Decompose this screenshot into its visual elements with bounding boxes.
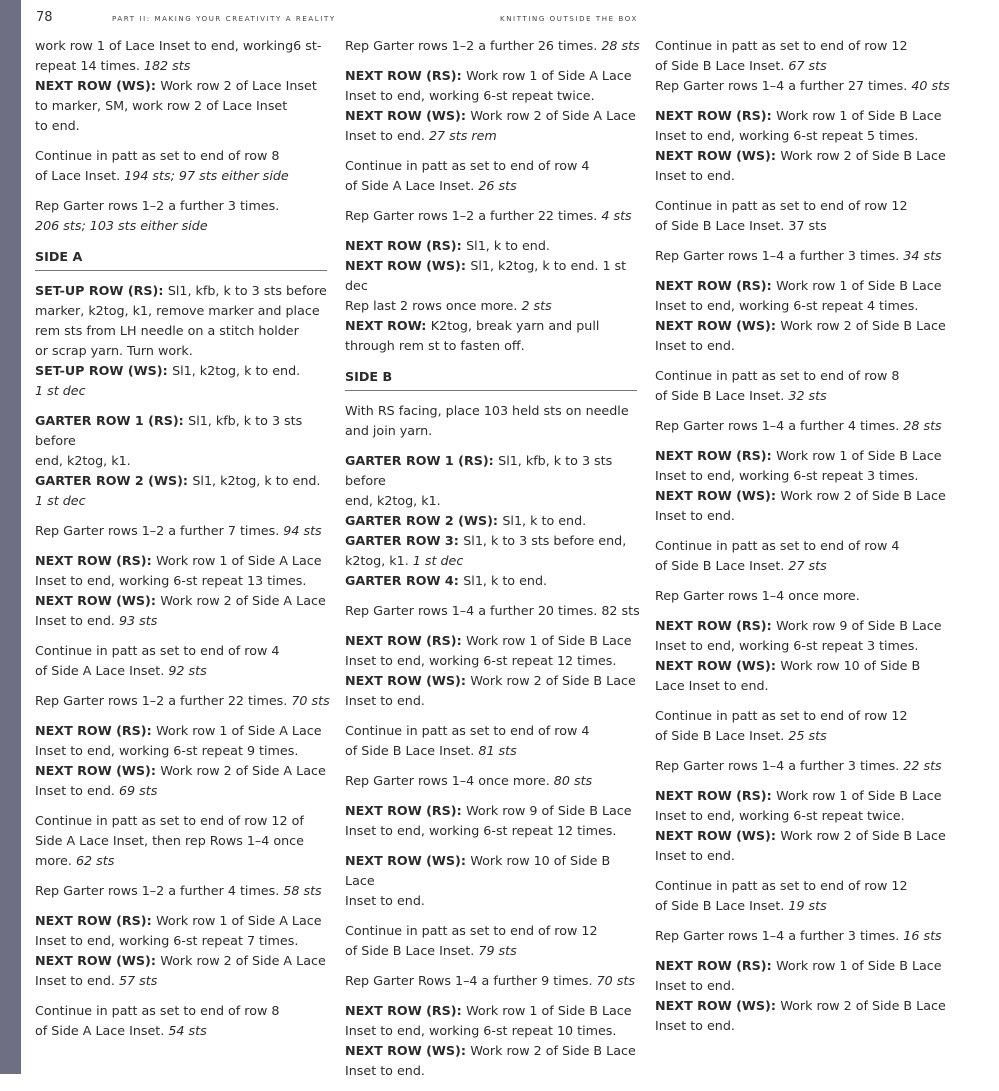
stitch-count: 26 sts	[478, 178, 517, 193]
instruction-text: Continue in patt as set to end of row 4	[345, 158, 590, 173]
instruction-text: work row 1 of Lace Inset to end, working	[35, 38, 294, 53]
stitch-count: 80 sts	[553, 773, 593, 788]
instruction-text: Work row 2 of Side B Lace	[780, 828, 946, 843]
instruction-text: Inset to end, working 6-st repeat 7 times.	[35, 933, 299, 948]
instruction-text: Continue in patt as set to end of row 12	[655, 38, 908, 53]
row-label: GARTER ROW 2 (WS):	[35, 473, 193, 488]
instruction-text: Inset to end.	[35, 783, 119, 798]
instruction-text: Rep Garter rows 1–2 a further 4 times.	[35, 883, 284, 898]
row-label: NEXT ROW (RS):	[345, 633, 467, 648]
row-label: NEXT ROW (RS):	[35, 913, 157, 928]
instruction-text: Inset to end.	[345, 1063, 425, 1078]
instruction-text: of Side A Lace Inset.	[35, 1023, 169, 1038]
row-label: NEXT ROW (WS):	[655, 318, 781, 333]
instruction-text: Work row 2 of Side B Lace	[470, 673, 636, 688]
instruction-text: rem sts from LH needle on a stitch holder	[35, 323, 299, 338]
instruction-text: Lace Inset to end.	[655, 678, 769, 693]
instruction-text: Rep Garter rows 1–4 a further 3 times.	[655, 928, 904, 943]
instruction-text: Work row 1 of Side B Lace	[776, 278, 942, 293]
instruction-paragraph	[345, 156, 641, 196]
row-label: NEXT ROW (RS):	[655, 278, 777, 293]
instruction-text: Continue in patt as set to end of row 8	[655, 368, 900, 383]
instruction-text: of Side A Lace Inset.	[345, 178, 479, 193]
instruction-text: Rep Garter rows 1–4 a further 20 times. 82 sts	[345, 603, 640, 618]
row-label: NEXT ROW (RS):	[345, 68, 467, 83]
row-label: NEXT ROW (WS):	[345, 853, 471, 868]
stitch-count: 1 st dec	[35, 493, 86, 508]
instruction-text: Work row 2 of Side B Lace	[780, 148, 946, 163]
instruction-text: of Side B Lace Inset. 37 sts	[655, 218, 827, 233]
instruction-paragraph	[345, 66, 641, 146]
instruction-paragraph	[655, 366, 951, 406]
stitch-count: 32 sts	[788, 388, 827, 403]
instruction-paragraph	[655, 416, 951, 436]
row-label: NEXT ROW (RS):	[655, 958, 777, 973]
instruction-paragraph	[655, 446, 951, 526]
instruction-text: 6 st-repeat 14 times.	[35, 38, 322, 73]
row-label: NEXT ROW (RS):	[35, 553, 157, 568]
row-label: GARTER ROW 4:	[345, 573, 464, 588]
row-label: NEXT ROW (WS):	[655, 658, 781, 673]
instruction-text: of Side A Lace Inset.	[35, 663, 169, 678]
instruction-text: Work row 9 of Side B Lace	[466, 803, 632, 818]
instruction-text: Inset to end, working 6-st repeat 9 times.	[35, 743, 299, 758]
instruction-text: Rep Garter rows 1–2 a further 22 times.	[35, 693, 292, 708]
instruction-text: of Side B Lace Inset.	[655, 388, 789, 403]
instruction-text: Work row 1 of Side A Lace	[466, 68, 632, 83]
row-label: GARTER ROW 1 (RS):	[345, 453, 499, 468]
instruction-text: Work row 10 of Side B Lace	[345, 853, 611, 888]
instruction-paragraph	[345, 206, 641, 226]
instruction-paragraph	[655, 756, 951, 776]
instruction-text: Rep Garter rows 1–4 a further 4 times.	[655, 418, 904, 433]
row-label: NEXT ROW (RS):	[655, 788, 777, 803]
instruction-paragraph	[35, 146, 331, 186]
instruction-paragraph	[655, 786, 951, 866]
column-3	[655, 36, 951, 1046]
instruction-paragraph	[345, 236, 641, 356]
row-label: SET-UP ROW (WS):	[35, 363, 173, 378]
instruction-text: of Lace Inset.	[35, 168, 125, 183]
instruction-paragraph	[345, 921, 641, 961]
stitch-count: 67 sts	[788, 58, 827, 73]
instruction-paragraph	[345, 1001, 641, 1081]
instruction-paragraph	[655, 876, 951, 916]
instruction-paragraph	[35, 911, 331, 991]
instruction-paragraph	[35, 521, 331, 541]
instruction-text: more.	[35, 853, 76, 868]
section-heading: SIDE B	[345, 366, 637, 391]
instruction-text: Inset to end.	[345, 893, 425, 908]
instruction-text: Inset to end, working 6-st repeat twice.	[655, 808, 905, 823]
stitch-count: 182 sts	[143, 58, 191, 73]
page-spine-bar	[0, 0, 21, 1074]
instruction-text: Inset to end.	[345, 128, 429, 143]
stitch-count: 62 sts	[75, 853, 115, 868]
instruction-paragraph	[655, 956, 951, 1036]
instruction-paragraph	[345, 36, 641, 56]
instruction-text: k2tog, k1.	[345, 553, 413, 568]
stitch-count: 40 sts	[911, 78, 950, 93]
instruction-text: Inset to end.	[655, 1018, 735, 1033]
instruction-text: Work row 1 of Side A Lace	[156, 913, 322, 928]
instruction-text: end, k2tog, k1.	[345, 493, 441, 508]
instruction-text: Inset to end, working 6-st repeat 12 times.	[345, 823, 617, 838]
instruction-paragraph	[35, 1001, 331, 1041]
instruction-paragraph	[345, 451, 641, 591]
stitch-count: 79 sts	[478, 943, 517, 958]
instruction-text: Work row 2 of Side A Lace	[160, 593, 326, 608]
row-label: NEXT ROW (RS):	[35, 723, 157, 738]
instruction-paragraph	[345, 771, 641, 791]
stitch-count: 28 sts	[601, 38, 640, 53]
instruction-text: of Side B Lace Inset.	[655, 558, 789, 573]
instruction-text: and join yarn.	[345, 423, 433, 438]
instruction-text: Sl1, k to end.	[502, 513, 587, 528]
instruction-paragraph	[655, 616, 951, 696]
instruction-text: Inset to end.	[655, 338, 735, 353]
instruction-text: Inset to end, working 6-st repeat 3 times.	[655, 638, 919, 653]
instruction-text: Sl1, k to 3 sts before end,	[463, 533, 627, 548]
instruction-text: end, k2tog, k1.	[35, 453, 131, 468]
row-label: NEXT ROW (WS):	[655, 488, 781, 503]
row-label: NEXT ROW (RS):	[345, 238, 467, 253]
instruction-text: of Side B Lace Inset.	[345, 943, 479, 958]
stitch-count: 94 sts	[283, 523, 322, 538]
page-number: 78	[36, 10, 53, 25]
instruction-text: Continue in patt as set to end of row 12	[655, 708, 908, 723]
instruction-paragraph	[345, 401, 641, 441]
stitch-count: 16 sts	[903, 928, 942, 943]
instruction-paragraph	[35, 811, 331, 871]
row-label: NEXT ROW (WS):	[655, 998, 781, 1013]
row-label: NEXT ROW (WS):	[35, 763, 161, 778]
instruction-text: of Side B Lace Inset.	[655, 728, 789, 743]
instruction-text: Work row 1 of Side B Lace	[466, 1003, 632, 1018]
stitch-count: 194 sts; 97 sts either side	[124, 168, 289, 183]
stitch-count: 58 sts	[283, 883, 322, 898]
instruction-text: Continue in patt as set to end of row 12 of	[35, 813, 304, 828]
instruction-text: of Side B Lace Inset.	[655, 58, 789, 73]
instruction-paragraph	[345, 601, 641, 621]
instruction-text: Work row 2 of Side A Lace	[160, 763, 326, 778]
instruction-paragraph	[345, 971, 641, 991]
stitch-count: 1 st dec	[412, 553, 464, 568]
stitch-count: 25 sts	[788, 728, 827, 743]
stitch-count: 34 sts	[903, 248, 942, 263]
stitch-count: 81 sts	[478, 743, 517, 758]
row-label: GARTER ROW 1 (RS):	[35, 413, 189, 428]
row-label: NEXT ROW (RS):	[345, 1003, 467, 1018]
row-label: GARTER ROW 3:	[345, 533, 464, 548]
stitch-count: 93 sts	[118, 613, 158, 628]
instruction-text: to marker, SM, work row 2 of Lace Inset	[35, 98, 288, 113]
instruction-text: Work row 2 of Lace Inset	[160, 78, 317, 93]
instruction-paragraph	[655, 246, 951, 266]
stitch-count: 54 sts	[168, 1023, 207, 1038]
instruction-text: With RS facing, place 103 held sts on needle	[345, 403, 629, 418]
row-label: NEXT ROW (WS):	[345, 1043, 471, 1058]
chapter-title: KNITTING OUTSIDE THE BOX	[500, 15, 638, 23]
instruction-text: Work row 1 of Side B Lace	[776, 788, 942, 803]
instruction-text: Sl1, k2tog, k to end.	[192, 473, 321, 488]
instruction-text: Inset to end.	[655, 508, 735, 523]
instruction-text: Work row 2 of Side B Lace	[780, 318, 946, 333]
instruction-paragraph	[35, 721, 331, 801]
instruction-paragraph	[35, 281, 331, 401]
page-header	[36, 10, 986, 26]
instruction-paragraph	[655, 196, 951, 236]
row-label: NEXT ROW:	[345, 318, 431, 333]
instruction-text: Rep Garter rows 1–2 a further 7 times.	[35, 523, 284, 538]
instruction-paragraph	[655, 536, 951, 576]
instruction-text: Work row 1 of Side B Lace	[466, 633, 632, 648]
instruction-text: Work row 1 of Side A Lace	[156, 553, 322, 568]
instruction-text: Work row 2 of Side B Lace	[780, 998, 946, 1013]
instruction-text: Work row 10 of Side B	[780, 658, 921, 673]
stitch-count: 57 sts	[118, 973, 158, 988]
instruction-paragraph	[655, 106, 951, 186]
instruction-text: Inset to end, working 6-st repeat 13 times.	[35, 573, 307, 588]
instruction-text: through rem st to fasten off.	[345, 338, 525, 353]
instruction-text: Rep Garter rows 1–4 once more.	[345, 773, 554, 788]
instruction-text: Sl1, kfb, k to 3 sts before	[167, 283, 327, 298]
instruction-text: Continue in patt as set to end of row 4	[345, 723, 590, 738]
instruction-text: Continue in patt as set to end of row 12	[655, 198, 908, 213]
stitch-count: 69 sts	[118, 783, 158, 798]
instruction-text: Rep Garter rows 1–4 a further 3 times.	[655, 248, 904, 263]
instruction-paragraph	[345, 851, 641, 911]
instruction-text: Sl1, k to end.	[463, 573, 548, 588]
stitch-count: 22 sts	[903, 758, 942, 773]
instruction-paragraph	[345, 801, 641, 841]
row-label: NEXT ROW (RS):	[345, 803, 467, 818]
instruction-text: K2tog, break yarn and pull	[430, 318, 600, 333]
instruction-paragraph	[35, 691, 331, 711]
row-label: NEXT ROW (WS):	[655, 828, 781, 843]
instruction-text: Work row 2 of Side A Lace	[470, 108, 636, 123]
instruction-text: Inset to end, working 6-st repeat 12 times.	[345, 653, 617, 668]
instruction-text: Side A Lace Inset, then rep Rows 1–4 once	[35, 833, 304, 848]
instruction-text: Continue in patt as set to end of row 4	[35, 643, 280, 658]
instruction-text: Work row 1 of Side B Lace	[776, 448, 942, 463]
instruction-paragraph	[655, 276, 951, 356]
instruction-text: Rep Garter rows 1–2 a further 3 times.	[35, 198, 280, 213]
instruction-text: Work row 1 of Side A Lace	[156, 723, 322, 738]
stitch-count: 28 sts	[903, 418, 942, 433]
instruction-paragraph	[35, 36, 331, 136]
instruction-text: Inset to end.	[655, 978, 735, 993]
instruction-paragraph	[35, 641, 331, 681]
row-label: NEXT ROW (RS):	[655, 448, 777, 463]
instruction-text: Sl1, k2tog, k to end. 1 st dec	[345, 258, 627, 293]
instruction-text: Rep Garter Rows 1–4 a further 9 times.	[345, 973, 597, 988]
instruction-text: Sl1, kfb, k to 3 sts before	[345, 453, 613, 488]
instruction-paragraph	[35, 551, 331, 631]
stitch-count: 92 sts	[168, 663, 207, 678]
instruction-text: Work row 1 of Side B Lace	[776, 108, 942, 123]
stitch-count: 1 st dec	[35, 383, 86, 398]
row-label: NEXT ROW (RS):	[655, 108, 777, 123]
row-label: SET-UP ROW (RS):	[35, 283, 168, 298]
instruction-paragraph	[35, 411, 331, 511]
row-label: NEXT ROW (WS):	[35, 953, 161, 968]
instruction-text: Sl1, k to end.	[466, 238, 550, 253]
instruction-paragraph	[345, 631, 641, 711]
instruction-text: Rep Garter rows 1–2 a further 26 times.	[345, 38, 602, 53]
part-title: PART II: MAKING YOUR CREATIVITY A REALITY	[112, 15, 336, 23]
instruction-text: Inset to end.	[655, 848, 735, 863]
instruction-text: Continue in patt as set to end of row 8	[35, 148, 280, 163]
instruction-text: Sl1, kfb, k to 3 sts before	[35, 413, 303, 448]
row-label: NEXT ROW (RS):	[655, 618, 777, 633]
stitch-count: 27 sts	[788, 558, 827, 573]
instruction-text: marker, k2tog, k1, remove marker and place	[35, 303, 320, 318]
row-label: NEXT ROW (WS):	[345, 108, 471, 123]
instruction-text: Continue in patt as set to end of row 8	[35, 1003, 280, 1018]
stitch-count: 19 sts	[788, 898, 827, 913]
section-heading: SIDE A	[35, 246, 327, 271]
row-label: NEXT ROW (WS):	[655, 148, 781, 163]
stitch-count: 27 sts rem	[428, 128, 497, 143]
instruction-text: Rep Garter rows 1–2 a further 22 times.	[345, 208, 602, 223]
instruction-text: Inset to end.	[35, 613, 119, 628]
instruction-text: Rep Garter rows 1–4 a further 27 times.	[655, 78, 912, 93]
instruction-paragraph	[345, 721, 641, 761]
instruction-text: Continue in patt as set to end of row 4	[655, 538, 900, 553]
instruction-text: Work row 2 of Side B Lace	[470, 1043, 636, 1058]
instruction-text: to end.	[35, 118, 80, 133]
instruction-text: Inset to end, working 6-st repeat 10 times.	[345, 1023, 617, 1038]
stitch-count: 70 sts	[596, 973, 635, 988]
instruction-text: Work row 2 of Side A Lace	[160, 953, 326, 968]
instruction-text: Work row 1 of Side B Lace	[776, 958, 942, 973]
instruction-text: Continue in patt as set to end of row 12	[655, 878, 908, 893]
instruction-text: Work row 9 of Side B Lace	[776, 618, 942, 633]
stitch-count: 70 sts	[291, 693, 330, 708]
row-label: NEXT ROW (WS):	[35, 593, 161, 608]
instruction-paragraph	[35, 881, 331, 901]
instruction-text: of Side B Lace Inset.	[345, 743, 479, 758]
instruction-text: Inset to end.	[35, 973, 119, 988]
instruction-text: or scrap yarn. Turn work.	[35, 343, 193, 358]
instruction-text: Rep last 2 rows once more.	[345, 298, 522, 313]
instruction-text: Inset to end.	[655, 168, 735, 183]
stitch-count: 4 sts	[601, 208, 632, 223]
row-label: NEXT ROW (WS):	[35, 78, 161, 93]
instruction-text: of Side B Lace Inset.	[655, 898, 789, 913]
instruction-paragraph	[655, 586, 951, 606]
instruction-paragraph	[655, 706, 951, 746]
instruction-paragraph	[35, 196, 331, 236]
instruction-text: Inset to end, working 6-st repeat 4 times.	[655, 298, 919, 313]
stitch-count: 206 sts; 103 sts either side	[35, 218, 208, 233]
instruction-text: Inset to end.	[345, 693, 425, 708]
instruction-text: Inset to end, working 6-st repeat 5 times.	[655, 128, 919, 143]
instruction-text: Rep Garter rows 1–4 a further 3 times.	[655, 758, 904, 773]
column-2	[345, 36, 641, 1091]
instruction-text: Rep Garter rows 1–4 once more.	[655, 588, 860, 603]
instruction-text: Work row 2 of Side B Lace	[780, 488, 946, 503]
instruction-text: Continue in patt as set to end of row 12	[345, 923, 598, 938]
instruction-text: Inset to end, working 6-st repeat twice.	[345, 88, 595, 103]
instruction-paragraph	[655, 36, 951, 96]
stitch-count: 2 sts	[521, 298, 552, 313]
row-label: NEXT ROW (WS):	[345, 673, 471, 688]
instruction-text: Inset to end, working 6-st repeat 3 times.	[655, 468, 919, 483]
row-label: GARTER ROW 2 (WS):	[345, 513, 503, 528]
column-1	[35, 36, 331, 1051]
instruction-paragraph	[655, 926, 951, 946]
instruction-text: Sl1, k2tog, k to end.	[172, 363, 301, 378]
row-label: NEXT ROW (WS):	[345, 258, 471, 273]
